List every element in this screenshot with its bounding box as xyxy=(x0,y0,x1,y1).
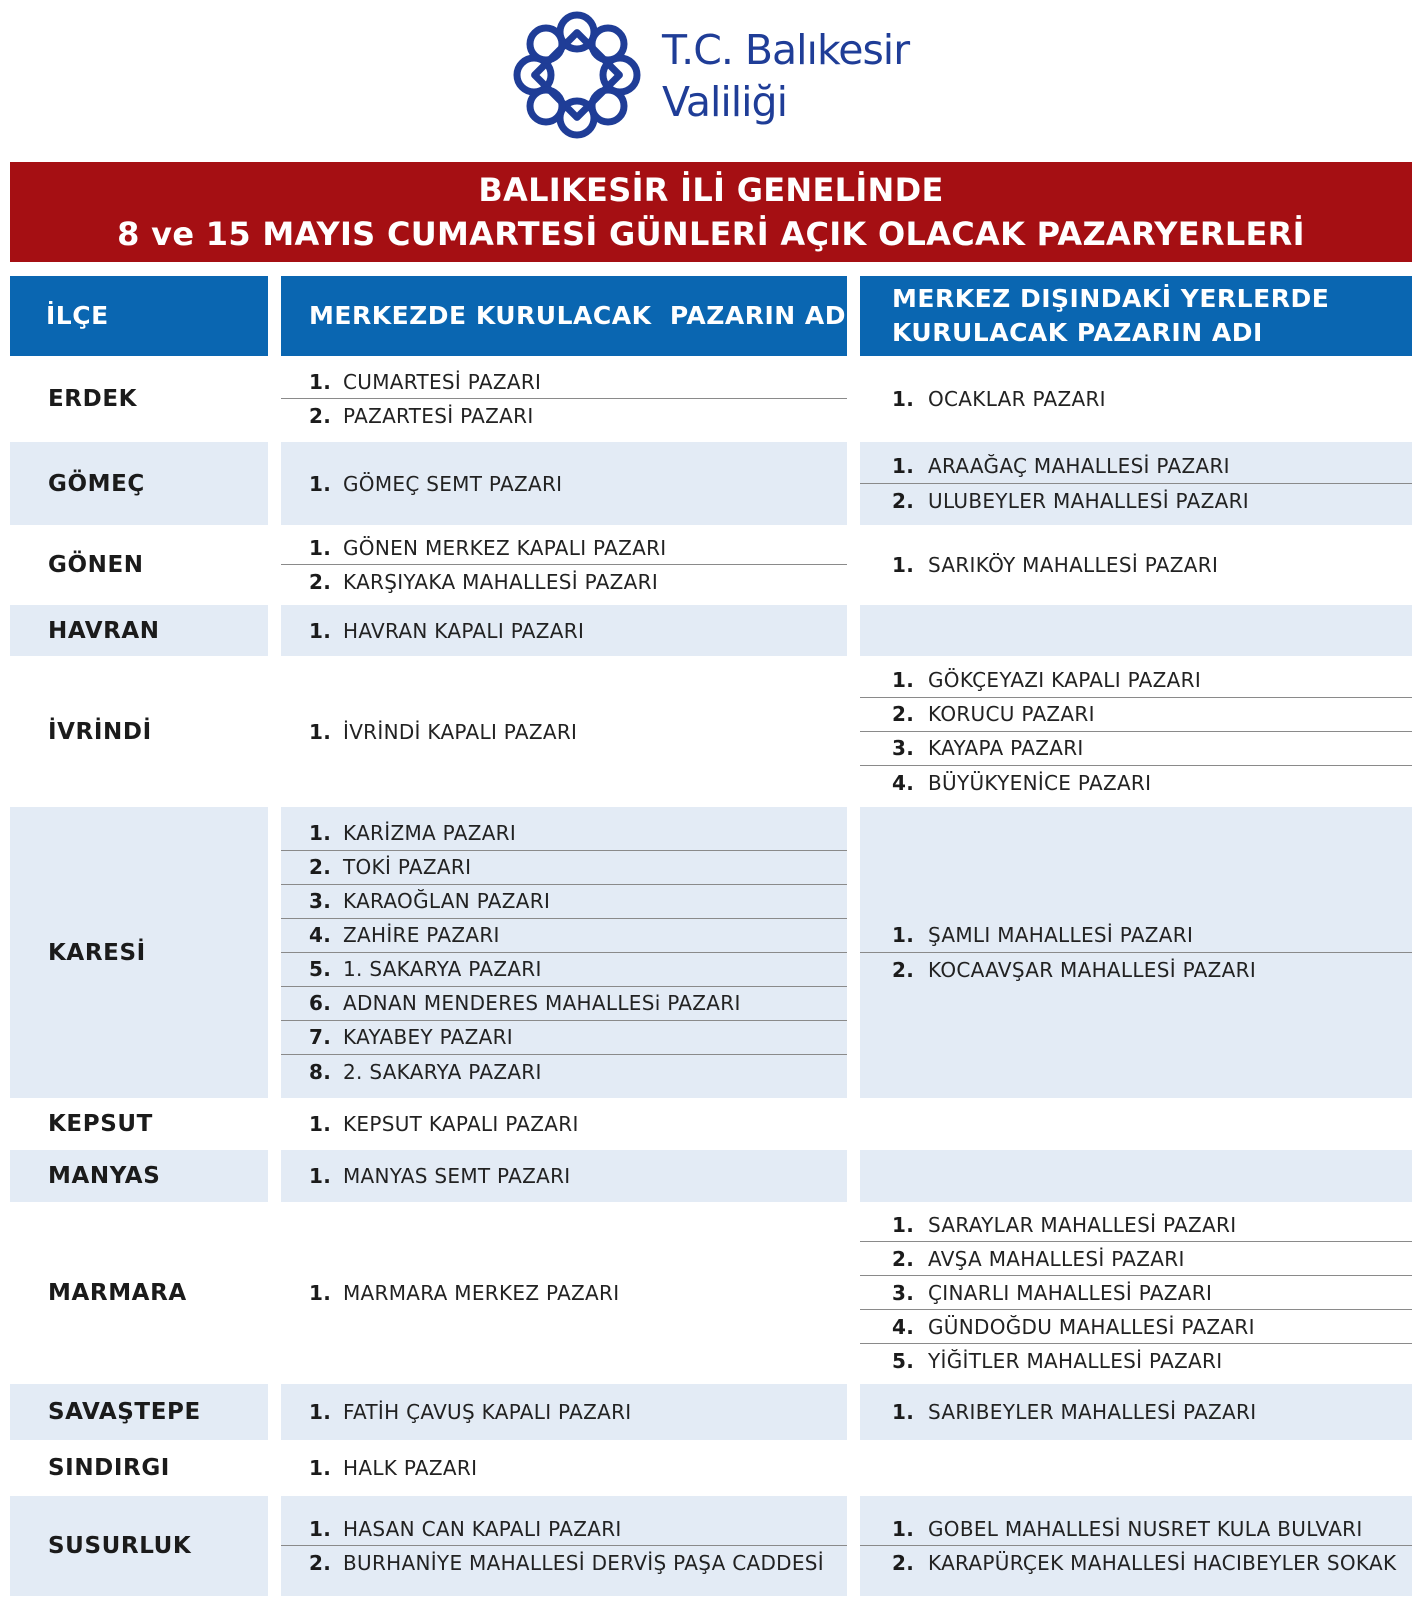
table-row xyxy=(10,1202,1412,1384)
merkez-list xyxy=(281,467,847,501)
list-item xyxy=(281,851,847,885)
market-name: ŞAMLI MAHALLESİ PAZARI xyxy=(928,923,1194,947)
market-name: SARAYLAR MAHALLESİ PAZARI xyxy=(928,1212,1237,1237)
list-item xyxy=(860,382,1412,416)
table-row xyxy=(10,1098,1412,1150)
market-name: KARAPÜRÇEK MAHALLESİ HACIBEYLER SOKAK xyxy=(928,1551,1397,1575)
list-item xyxy=(281,1159,847,1193)
merkez-cell xyxy=(281,656,847,807)
merkez-disi-cell xyxy=(860,1496,1412,1596)
ilce-name: GÖNEN xyxy=(48,552,144,578)
item-number: 2. xyxy=(309,570,332,594)
market-name: KEPSUT KAPALI PAZARI xyxy=(343,1112,579,1136)
merkez-disi-cell xyxy=(860,1098,1412,1150)
merkez_disi-list xyxy=(860,548,1412,582)
item-number: 1. xyxy=(309,1456,332,1480)
market-name: CUMARTESİ PAZARI xyxy=(343,369,542,394)
item-number: 1. xyxy=(892,923,915,947)
item-number: 1. xyxy=(309,369,332,394)
market-name: GÖKÇEYAZI KAPALI PAZARI xyxy=(928,668,1202,692)
list-item xyxy=(860,450,1412,484)
item-number: 1. xyxy=(309,535,332,560)
list-item xyxy=(860,1395,1412,1429)
ilce-cell xyxy=(10,1384,268,1440)
market-name: HAVRAN KAPALI PAZARI xyxy=(343,618,585,643)
market-name: GÖMEÇ SEMT PAZARI xyxy=(343,471,563,496)
ilce-name: GÖMEÇ xyxy=(48,470,145,497)
list-item xyxy=(281,1021,847,1055)
ilce-cell xyxy=(10,807,268,1098)
list-item xyxy=(281,817,847,851)
title-banner xyxy=(10,162,1412,262)
ilce-name: KEPSUT xyxy=(48,1111,153,1137)
header-merkez xyxy=(281,276,856,356)
header-ilce-label: İLÇE xyxy=(46,301,109,330)
table-row xyxy=(10,1384,1412,1440)
header-merkez-disi-label: MERKEZ DIŞINDAKİ YERLERDE KURULACAK PAZARIN ADI xyxy=(892,284,1330,347)
market-name: HASAN CAN KAPALI PAZARI xyxy=(343,1516,622,1541)
banner-title-line-2: 8 ve 15 MAYIS CUMARTESİ GÜNLERİ AÇIK OLACAK PAZARYERLERİ xyxy=(117,215,1305,253)
market-name: ARAAĞAÇ MAHALLESİ PAZARI xyxy=(928,454,1230,478)
market-name: 1. SAKARYA PAZARI xyxy=(343,957,542,981)
list-item xyxy=(281,1276,847,1310)
market-name: SARIBEYLER MAHALLESİ PAZARI xyxy=(928,1400,1257,1424)
item-number: 2. xyxy=(309,855,332,879)
merkez-cell xyxy=(281,525,847,605)
market-name: 2. SAKARYA PAZARI xyxy=(343,1059,542,1084)
list-item xyxy=(860,732,1412,766)
item-number: 8. xyxy=(309,1059,332,1084)
item-number: 1. xyxy=(309,618,332,643)
list-item xyxy=(860,766,1412,800)
ilce-cell xyxy=(10,525,268,605)
merkez-disi-cell xyxy=(860,356,1412,442)
list-item xyxy=(860,548,1412,582)
merkez-cell xyxy=(281,356,847,442)
merkez-disi-cell xyxy=(860,605,1412,656)
merkez-list xyxy=(281,1512,847,1580)
table-row xyxy=(10,1496,1412,1596)
table-row xyxy=(10,1440,1412,1496)
ilce-name: İVRİNDİ xyxy=(48,718,152,745)
ilce-cell xyxy=(10,1150,268,1202)
list-item xyxy=(860,1546,1412,1580)
table-row xyxy=(10,605,1412,656)
merkez_disi-list xyxy=(860,382,1412,416)
merkez_disi-list xyxy=(860,1395,1412,1429)
ilce-cell xyxy=(10,1202,268,1384)
list-item xyxy=(281,565,847,599)
merkez-list xyxy=(281,614,847,648)
header-merkez-label: MERKEZDE KURULACAK PAZARIN ADI xyxy=(309,301,856,330)
market-name: SARIKÖY MAHALLESİ PAZARI xyxy=(928,553,1219,577)
ilce-cell xyxy=(10,356,268,442)
market-name: KARAOĞLAN PAZARI xyxy=(343,889,551,913)
market-name: TOKİ PAZARI xyxy=(343,855,472,879)
market-name: GÖNEN MERKEZ KAPALI PAZARI xyxy=(343,535,667,560)
merkez-disi-cell xyxy=(860,1150,1412,1202)
merkez-list xyxy=(281,1395,847,1429)
merkez-cell xyxy=(281,1384,847,1440)
item-number: 2. xyxy=(892,1551,915,1575)
ilce-name: SUSURLUK xyxy=(48,1533,192,1559)
item-number: 1. xyxy=(892,387,915,411)
item-number: 1. xyxy=(892,668,915,692)
list-item xyxy=(281,885,847,919)
market-name: OCAKLAR PAZARI xyxy=(928,387,1106,411)
merkez-disi-cell xyxy=(860,442,1412,525)
list-item xyxy=(281,1055,847,1089)
logo-line-2: Valiliği xyxy=(662,78,787,126)
ilce-cell xyxy=(10,605,268,656)
market-name: GOBEL MAHALLESİ NUSRET KULA BULVARI xyxy=(928,1516,1363,1541)
list-item xyxy=(281,1107,847,1141)
market-name: ADNAN MENDERES MAHALLESi PAZARI xyxy=(343,991,741,1015)
merkez-cell xyxy=(281,442,847,525)
item-number: 5. xyxy=(892,1349,915,1373)
merkez-list xyxy=(281,1276,847,1310)
item-number: 4. xyxy=(892,1314,915,1339)
list-item xyxy=(860,1242,1412,1276)
list-item xyxy=(281,715,847,749)
list-item xyxy=(281,1546,847,1580)
ilce-name: SINDIRGI xyxy=(48,1455,170,1481)
list-item xyxy=(860,664,1412,698)
list-item xyxy=(860,1310,1412,1344)
table-row xyxy=(10,807,1412,1098)
list-item xyxy=(860,919,1412,953)
banner-title-line-1: BALIKESİR İLİ GENELİNDE xyxy=(478,171,944,209)
item-number: 4. xyxy=(309,923,332,947)
item-number: 6. xyxy=(309,991,332,1015)
item-number: 1. xyxy=(309,1400,332,1424)
ilce-name: KARESİ xyxy=(48,939,146,966)
market-name: İVRİNDİ KAPALI PAZARI xyxy=(343,719,578,744)
item-number: 7. xyxy=(309,1025,332,1049)
list-item xyxy=(281,1451,847,1485)
market-name: KORUCU PAZARI xyxy=(928,702,1095,726)
item-number: 1. xyxy=(892,553,915,577)
merkez_disi-list xyxy=(860,919,1412,987)
item-number: 2. xyxy=(309,404,332,428)
item-number: 1. xyxy=(892,1516,915,1541)
market-name: FATİH ÇAVUŞ KAPALI PAZARI xyxy=(343,1400,632,1424)
merkez-cell xyxy=(281,1202,847,1384)
table-row xyxy=(10,442,1412,525)
merkez-cell xyxy=(281,1098,847,1150)
header-merkez-disi xyxy=(860,276,1412,356)
table-row xyxy=(10,356,1412,442)
market-name: MANYAS SEMT PAZARI xyxy=(343,1164,571,1188)
merkez-disi-cell xyxy=(860,1384,1412,1440)
market-name: ZAHİRE PAZARI xyxy=(343,923,500,947)
item-number: 1. xyxy=(309,719,332,744)
market-name: MARMARA MERKEZ PAZARI xyxy=(343,1281,620,1305)
list-item xyxy=(860,953,1412,987)
list-item xyxy=(281,1395,847,1429)
market-name: HALK PAZARI xyxy=(343,1456,478,1480)
market-name: KOCAAVŞAR MAHALLESİ PAZARI xyxy=(928,957,1257,982)
item-number: 3. xyxy=(892,736,915,760)
item-number: 1. xyxy=(309,471,332,496)
item-number: 2. xyxy=(309,1551,332,1575)
merkez-disi-cell xyxy=(860,1440,1412,1496)
merkez-list xyxy=(281,1159,847,1193)
list-item xyxy=(281,1512,847,1546)
market-name: ULUBEYLER MAHALLESİ PAZARI xyxy=(928,488,1250,513)
list-item xyxy=(281,614,847,648)
item-number: 4. xyxy=(892,770,915,795)
merkez-list xyxy=(281,817,847,1089)
ilce-cell xyxy=(10,1496,268,1596)
list-item xyxy=(281,365,847,399)
list-item xyxy=(860,484,1412,518)
market-name: GÜNDOĞDU MAHALLESİ PAZARI xyxy=(928,1314,1255,1339)
item-number: 3. xyxy=(309,889,332,913)
merkez-cell xyxy=(281,1150,847,1202)
item-number: 1. xyxy=(309,1112,332,1136)
market-name: KARŞIYAKA MAHALLESİ PAZARI xyxy=(343,570,659,594)
item-number: 2. xyxy=(892,702,915,726)
ilce-cell xyxy=(10,1440,268,1496)
table-row xyxy=(10,656,1412,807)
market-name: BURHANİYE MAHALLESİ DERVİŞ PAŞA CADDESİ xyxy=(343,1551,824,1575)
list-item xyxy=(281,987,847,1021)
merkez-cell xyxy=(281,807,847,1098)
market-name: KAYAPA PAZARI xyxy=(928,736,1084,760)
market-name: BÜYÜKYENİCE PAZARI xyxy=(928,770,1152,795)
merkez_disi-list xyxy=(860,1208,1412,1378)
logo-line-1: T.C. Balıkesir xyxy=(662,26,910,74)
item-number: 1. xyxy=(309,1281,332,1305)
list-item xyxy=(860,1344,1412,1378)
valilik-logo-icon xyxy=(510,8,644,142)
table-row xyxy=(10,1150,1412,1202)
list-item xyxy=(281,919,847,953)
item-number: 1. xyxy=(309,821,332,845)
merkez-list xyxy=(281,1107,847,1141)
item-number: 3. xyxy=(892,1280,915,1305)
merkez-list xyxy=(281,715,847,749)
item-number: 2. xyxy=(892,488,915,513)
merkez_disi-list xyxy=(860,1512,1412,1580)
table-row xyxy=(10,525,1412,605)
item-number: 1. xyxy=(309,1164,332,1188)
merkez-cell xyxy=(281,605,847,656)
item-number: 5. xyxy=(309,957,332,981)
ilce-name: MARMARA xyxy=(48,1280,187,1306)
merkez-disi-cell xyxy=(860,656,1412,807)
merkez-list xyxy=(281,531,847,599)
list-item xyxy=(281,531,847,565)
merkez-disi-cell xyxy=(860,525,1412,605)
ilce-name: SAVAŞTEPE xyxy=(48,1399,201,1425)
item-number: 1. xyxy=(892,1400,915,1424)
list-item xyxy=(860,698,1412,732)
item-number: 1. xyxy=(892,454,915,478)
list-item xyxy=(860,1276,1412,1310)
market-name: AVŞA MAHALLESİ PAZARI xyxy=(928,1246,1185,1271)
list-item xyxy=(860,1208,1412,1242)
merkez-list xyxy=(281,1451,847,1485)
logo-text xyxy=(662,24,909,128)
market-name: PAZARTESİ PAZARI xyxy=(343,404,534,428)
ilce-name: MANYAS xyxy=(48,1163,161,1189)
ilce-name: ERDEK xyxy=(48,386,138,412)
market-name: KARİZMA PAZARI xyxy=(343,821,517,845)
merkez-disi-cell xyxy=(860,1202,1412,1384)
logo-area xyxy=(0,0,1422,160)
ilce-cell xyxy=(10,1098,268,1150)
list-item xyxy=(281,399,847,433)
market-name: ÇINARLI MAHALLESİ PAZARI xyxy=(928,1280,1213,1305)
merkez_disi-list xyxy=(860,664,1412,800)
merkez-disi-cell xyxy=(860,807,1412,1098)
ilce-cell xyxy=(10,442,268,525)
header-ilce xyxy=(10,276,268,356)
market-name: KAYABEY PAZARI xyxy=(343,1025,514,1049)
merkez_disi-list xyxy=(860,450,1412,518)
item-number: 1. xyxy=(892,1212,915,1237)
merkez-cell xyxy=(281,1440,847,1496)
item-number: 1. xyxy=(309,1516,332,1541)
ilce-cell xyxy=(10,656,268,807)
list-item xyxy=(281,953,847,987)
ilce-name: HAVRAN xyxy=(48,617,160,644)
item-number: 2. xyxy=(892,957,915,982)
item-number: 2. xyxy=(892,1246,915,1271)
market-name: YİĞİTLER MAHALLESİ PAZARI xyxy=(928,1349,1223,1373)
merkez-cell xyxy=(281,1496,847,1596)
merkez-list xyxy=(281,365,847,433)
list-item xyxy=(860,1512,1412,1546)
list-item xyxy=(281,467,847,501)
